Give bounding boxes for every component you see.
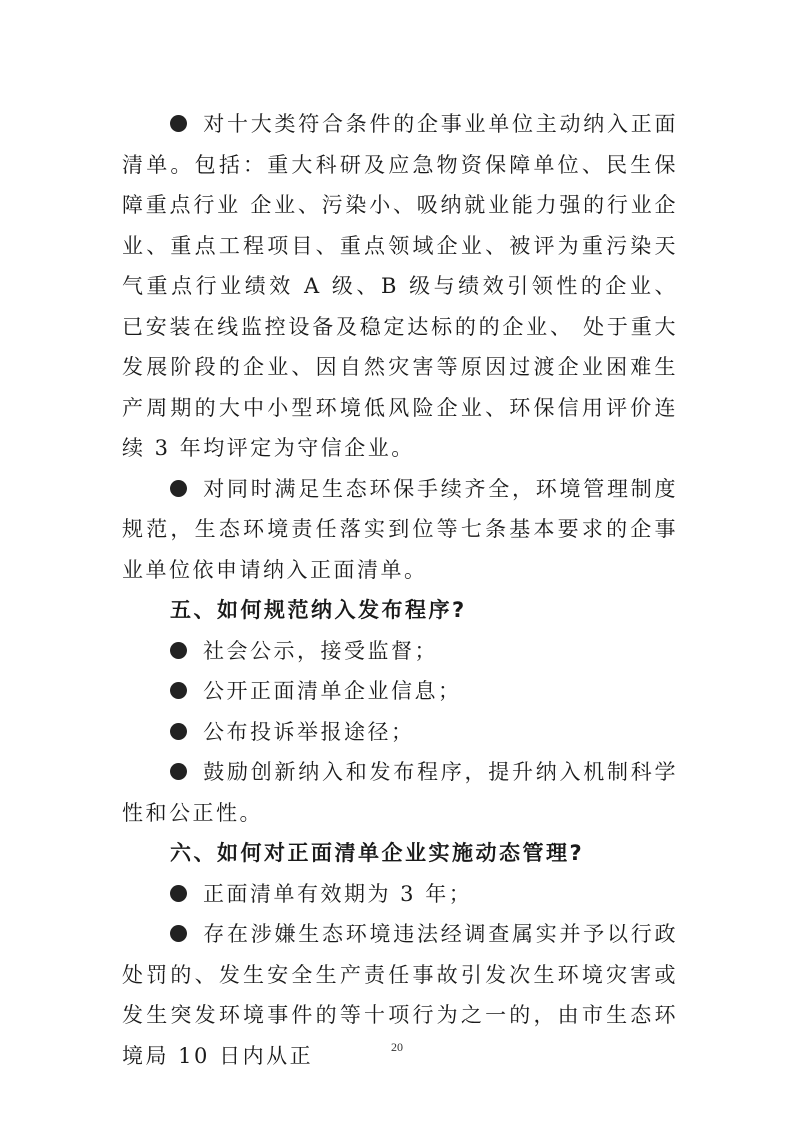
document-body: [122, 104, 678, 1076]
page-number: 20: [391, 1040, 403, 1054]
paragraph-text: 对同时满足生态环保手续齐全，环境管理制度规范，生态环境责任落实到位等七条基本要求的企事业单位依申请纳入正面清单。: [122, 476, 678, 582]
bullet-icon: [170, 480, 187, 497]
bullet-icon: [170, 763, 187, 780]
paragraph-text: 对十大类符合条件的企事业单位主动纳入正面清单。包括：重大科研及应急物资保障单位、民生保障重点行业 企业、污染小、吸纳就业能力强的行业企业、重点工程项目、重点领域企业、被评为重污染天气重点行业绩效 A 级、B 级与绩效引领性的企业、已安装在线监控设备及稳定达标的的企业、 处于重大发展阶段的企业、因自然灾害等原因过渡企业困难生产周期的大中小型环境低风险企业、环保信用评价连续 3 年均评定为守信企业。: [122, 112, 678, 460]
paragraph-text: 存在涉嫌生态环境违法经调查属实并予以行政处罚的、发生安全生产责任事故引发次生环境灾害或发生突发环境事件的等十项行为之一的，由市生态环境局 10 日内从正: [122, 922, 678, 1068]
paragraph-text: 社会公示，接受监督；: [203, 638, 438, 663]
section-heading-6: 六、如何对正面清单企业实施动态管理?: [170, 841, 585, 865]
paragraph-text: 鼓励创新纳入和发布程序，提升纳入机制科学性和公正性。: [122, 760, 678, 825]
bullet-icon: [170, 682, 187, 699]
paragraph-text: 公布投诉举报途径；: [203, 719, 415, 744]
paragraph-bullet-3: [122, 631, 678, 672]
bullet-icon: [170, 925, 187, 942]
bullet-icon: [170, 115, 187, 132]
paragraph-bullet-4: [122, 671, 678, 712]
bullet-icon: [170, 723, 187, 740]
paragraph-bullet-5: [122, 712, 678, 753]
paragraph-bullet-1: [122, 104, 678, 469]
paragraph-bullet-7: [122, 874, 678, 915]
bullet-icon: [170, 885, 187, 902]
section-heading-5: 五、如何规范纳入发布程序?: [170, 598, 467, 622]
paragraph-text: 公开正面清单企业信息；: [203, 679, 462, 703]
paragraph-text: 正面清单有效期为 3 年；: [203, 881, 473, 906]
paragraph-bullet-6: [122, 752, 678, 833]
bullet-icon: [170, 642, 187, 659]
paragraph-bullet-2: [122, 469, 678, 591]
